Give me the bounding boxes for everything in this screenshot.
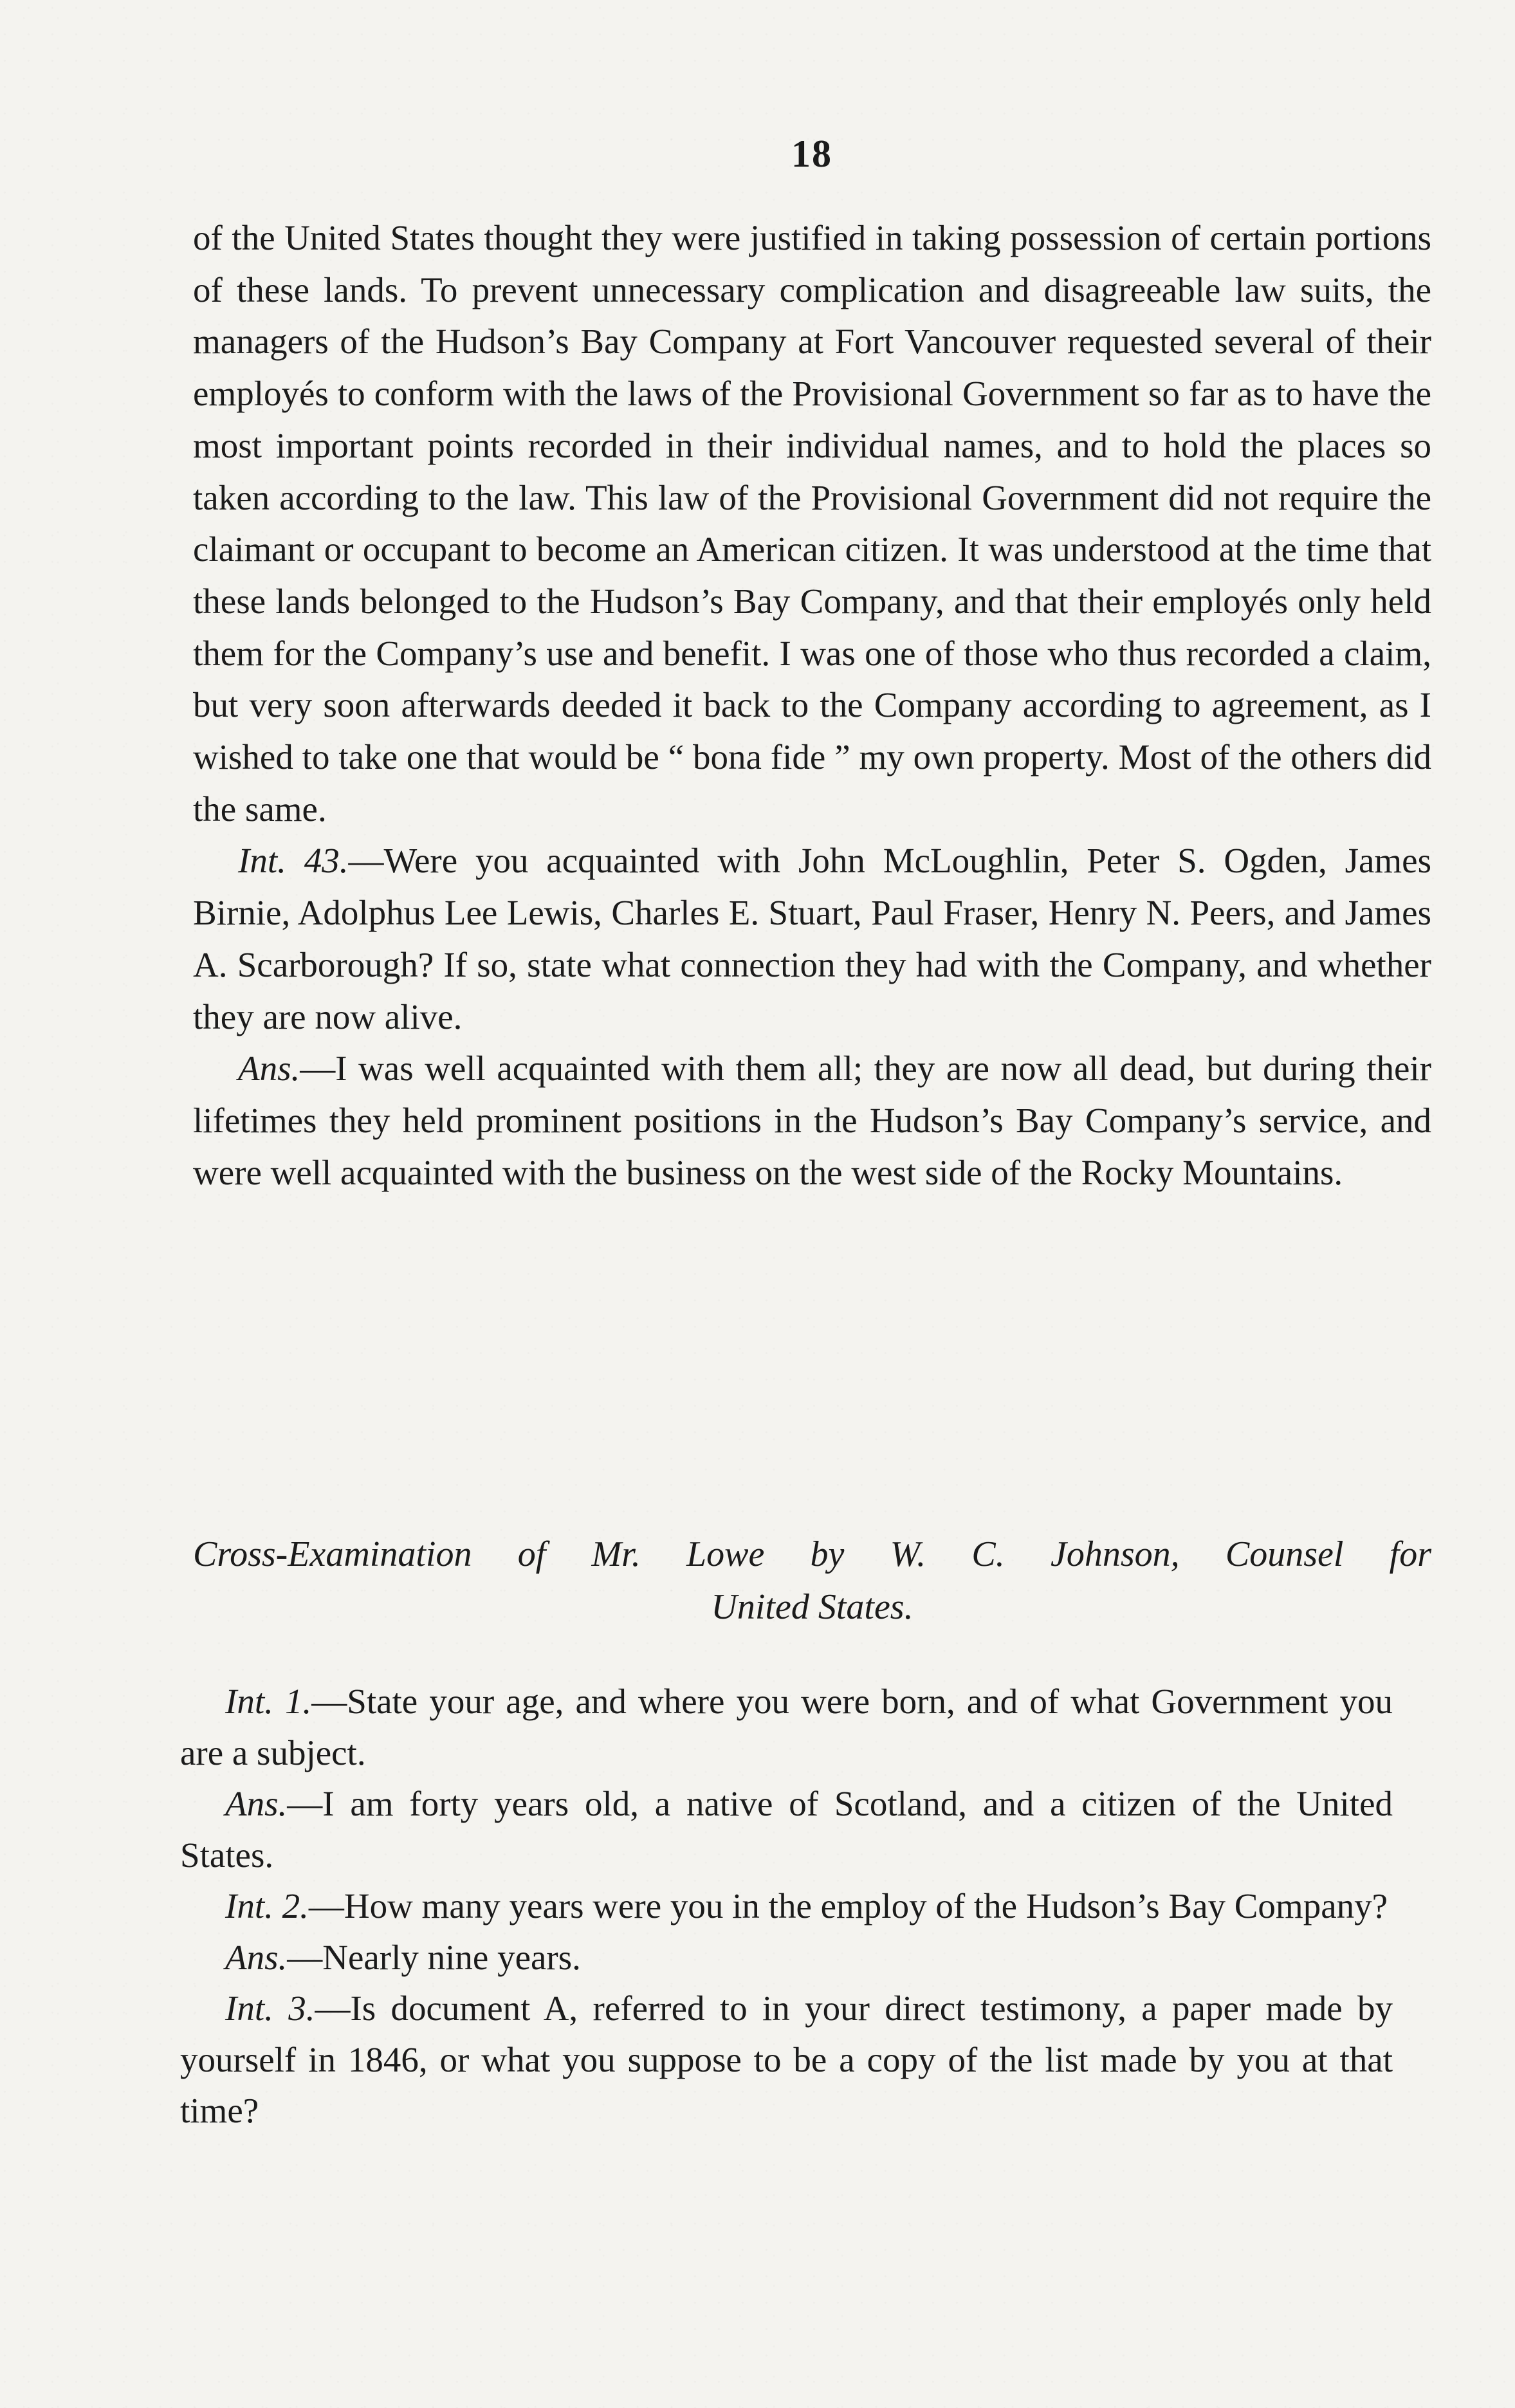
answer-label: Ans. bbox=[225, 1784, 288, 1823]
page-number: 18 bbox=[791, 133, 832, 175]
interrogatory-1 bbox=[180, 1676, 1393, 1778]
testimony-body bbox=[193, 212, 1431, 1199]
interrogatory-label: Int. 3. bbox=[225, 1989, 315, 2028]
cross-examination-body bbox=[180, 1676, 1393, 2137]
interrogatory-text: —How many years were you in the employ of the Hudson’s Bay Company? bbox=[308, 1886, 1388, 1925]
answer-1 bbox=[180, 1778, 1393, 1880]
answer-label: Ans. bbox=[225, 1937, 288, 1977]
answer-text: —Nearly nine years. bbox=[287, 1937, 581, 1977]
answer-text: —I am forty years old, a native of Scotland, and a citizen of the United States. bbox=[180, 1784, 1393, 1875]
interrogatory-text: —Is document A, referred to in your direct testimony, a paper made by yourself in 1846, or what you suppose to be a copy of the list made by you at that time? bbox=[180, 1989, 1393, 2130]
answer-text: —I was well acquainted with them all; they are now all dead, but during their lifetimes they held prominent positions in the Hudson’s Bay Company’s service, and were well acquainted with the business on the west side of the Rocky Mountains. bbox=[193, 1049, 1431, 1192]
interrogatory-text: —State your age, and where you were born, and of what Government you are a subject. bbox=[180, 1682, 1393, 1772]
interrogatory-text: —Were you acquainted with John McLoughlin, Peter S. Ogden, James Birnie, Adolphus Lee Lewis, Charles E. Stuart, Paul Fraser, Henry N. Peers, and James A. Scarborough? If so, state what connection they had with the Company, and whether they are now alive. bbox=[193, 841, 1431, 1036]
cross-examination-heading bbox=[193, 1528, 1431, 1633]
interrogatory-3 bbox=[180, 1983, 1393, 2137]
heading-line-1: Cross-Examination of Mr. Lowe by W. C. Johnson, Counsel for bbox=[193, 1534, 1431, 1574]
interrogatory-2 bbox=[180, 1880, 1393, 1932]
interrogatory-label: Int. 1. bbox=[225, 1682, 312, 1721]
answer-label: Ans. bbox=[238, 1049, 300, 1089]
heading-line-2: United States. bbox=[711, 1587, 914, 1627]
interrogatory-label: Int. 43. bbox=[238, 841, 349, 881]
interrogatory-43 bbox=[193, 835, 1431, 1043]
answer-43 bbox=[193, 1043, 1431, 1199]
answer-2 bbox=[180, 1932, 1393, 1983]
continuation-paragraph: of the United States thought they were justified in taking possession of certain portions of these lands. To prevent unnecessary complication and disagreeable law suits, the managers of the Hudson’s Bay Company at Fort Vancouver requested several of their employés to conform with the laws of the Provisional Government so far as to have the most important points recorded in their individual names, and to hold the places so taken according to the law. This law of the Provisional Government did not require the claimant or occupant to become an American citizen. It was understood at the time that these lands belonged to the Hudson’s Bay Company, and that their employés only held them for the Company’s use and benefit. I was one of those who thus recorded a claim, but very soon afterwards deeded it back to the Company according to agreement, as I wished to take one that would be “ bona fide ” my own property. Most of the others did the same. bbox=[193, 218, 1431, 829]
interrogatory-label: Int. 2. bbox=[225, 1886, 309, 1925]
